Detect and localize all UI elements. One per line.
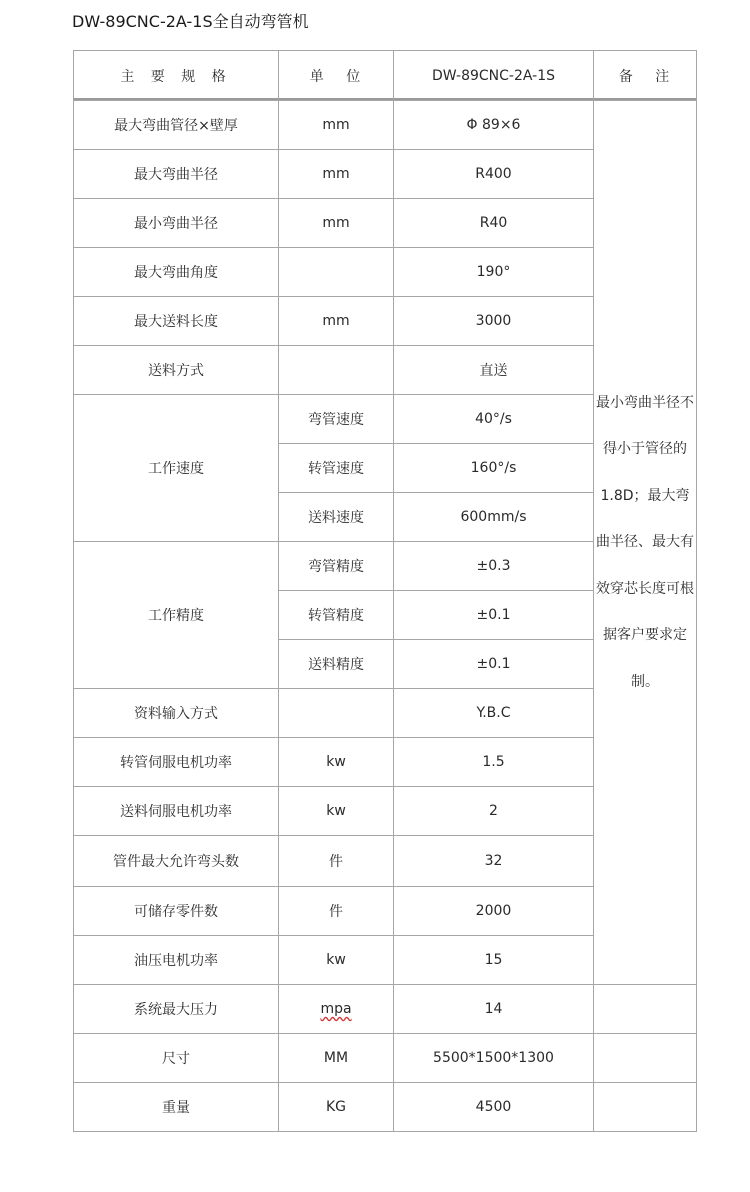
note-empty-cell bbox=[594, 1034, 697, 1083]
spec-cell: 送料伺服电机功率 bbox=[74, 787, 279, 836]
spec-cell: 转管伺服电机功率 bbox=[74, 738, 279, 787]
document-title: DW-89CNC-2A-1S全自动弯管机 bbox=[72, 12, 309, 31]
sub-spec-cell: 送料精度 bbox=[279, 640, 394, 689]
table-row bbox=[74, 985, 697, 1034]
value-cell: 1.5 bbox=[394, 738, 594, 787]
unit-cell: 件 bbox=[279, 836, 394, 887]
value-cell: 直送 bbox=[394, 346, 594, 395]
spec-cell: 管件最大允许弯头数 bbox=[74, 836, 279, 887]
unit-cell: kw bbox=[279, 738, 394, 787]
spec-cell: 尺寸 bbox=[74, 1034, 279, 1083]
unit-cell bbox=[279, 985, 394, 1034]
precision-group-label: 工作精度 bbox=[74, 542, 279, 689]
table-row bbox=[74, 101, 697, 150]
spec-cell: 最大弯曲半径 bbox=[74, 150, 279, 199]
unit-cell: kw bbox=[279, 787, 394, 836]
unit-cell: 件 bbox=[279, 887, 394, 936]
sub-spec-cell: 送料速度 bbox=[279, 493, 394, 542]
value-cell: ±0.1 bbox=[394, 640, 594, 689]
unit-cell: mm bbox=[279, 101, 394, 150]
unit-cell: mm bbox=[279, 199, 394, 248]
unit-cell bbox=[279, 248, 394, 297]
value-cell: 14 bbox=[394, 985, 594, 1034]
note-empty-cell bbox=[594, 985, 697, 1034]
value-cell: ±0.1 bbox=[394, 591, 594, 640]
spec-cell: 重量 bbox=[74, 1083, 279, 1132]
sub-spec-cell: 转管速度 bbox=[279, 444, 394, 493]
unit-cell bbox=[279, 346, 394, 395]
header-model: DW-89CNC-2A-1S bbox=[394, 51, 594, 101]
sub-spec-cell: 弯管速度 bbox=[279, 395, 394, 444]
value-cell: 40°/s bbox=[394, 395, 594, 444]
table-row bbox=[74, 1034, 697, 1083]
unit-text-spellcheck: mpa bbox=[320, 1001, 352, 1017]
value-cell: 190° bbox=[394, 248, 594, 297]
value-cell: 160°/s bbox=[394, 444, 594, 493]
value-cell: 15 bbox=[394, 936, 594, 985]
spec-cell: 系统最大压力 bbox=[74, 985, 279, 1034]
value-cell: 5500*1500*1300 bbox=[394, 1034, 594, 1083]
spec-cell: 最大送料长度 bbox=[74, 297, 279, 346]
value-cell: 32 bbox=[394, 836, 594, 887]
speed-group-label: 工作速度 bbox=[74, 395, 279, 542]
header-note: 备 注 bbox=[594, 51, 697, 101]
value-cell: 600mm/s bbox=[394, 493, 594, 542]
note-empty-cell bbox=[594, 1083, 697, 1132]
unit-cell: mm bbox=[279, 150, 394, 199]
spec-cell: 资料输入方式 bbox=[74, 689, 279, 738]
value-cell: Y.B.C bbox=[394, 689, 594, 738]
unit-cell: KG bbox=[279, 1083, 394, 1132]
table-row bbox=[74, 1083, 697, 1132]
spec-cell: 最大弯曲管径×壁厚 bbox=[74, 101, 279, 150]
value-cell: ±0.3 bbox=[394, 542, 594, 591]
sub-spec-cell: 转管精度 bbox=[279, 591, 394, 640]
table-header-row bbox=[74, 51, 697, 101]
spec-cell: 送料方式 bbox=[74, 346, 279, 395]
value-cell: Φ 89×6 bbox=[394, 101, 594, 150]
value-cell: R40 bbox=[394, 199, 594, 248]
note-cell bbox=[594, 101, 697, 985]
spec-table bbox=[73, 50, 697, 1132]
unit-cell: mm bbox=[279, 297, 394, 346]
value-cell: R400 bbox=[394, 150, 594, 199]
value-cell: 3000 bbox=[394, 297, 594, 346]
value-cell: 2000 bbox=[394, 887, 594, 936]
sub-spec-cell: 弯管精度 bbox=[279, 542, 394, 591]
header-spec: 主 要 规 格 bbox=[74, 51, 279, 101]
value-cell: 4500 bbox=[394, 1083, 594, 1132]
spec-cell: 最小弯曲半径 bbox=[74, 199, 279, 248]
spec-cell: 可储存零件数 bbox=[74, 887, 279, 936]
unit-cell: kw bbox=[279, 936, 394, 985]
header-unit: 单 位 bbox=[279, 51, 394, 101]
value-cell: 2 bbox=[394, 787, 594, 836]
unit-cell bbox=[279, 689, 394, 738]
note-text: 最小弯曲半径不得小于管径的 1.8D；最大弯曲半径、最大有效穿芯长度可根据客户要求定制。 bbox=[596, 394, 694, 690]
unit-cell: MM bbox=[279, 1034, 394, 1083]
spec-cell: 油压电机功率 bbox=[74, 936, 279, 985]
spec-cell: 最大弯曲角度 bbox=[74, 248, 279, 297]
